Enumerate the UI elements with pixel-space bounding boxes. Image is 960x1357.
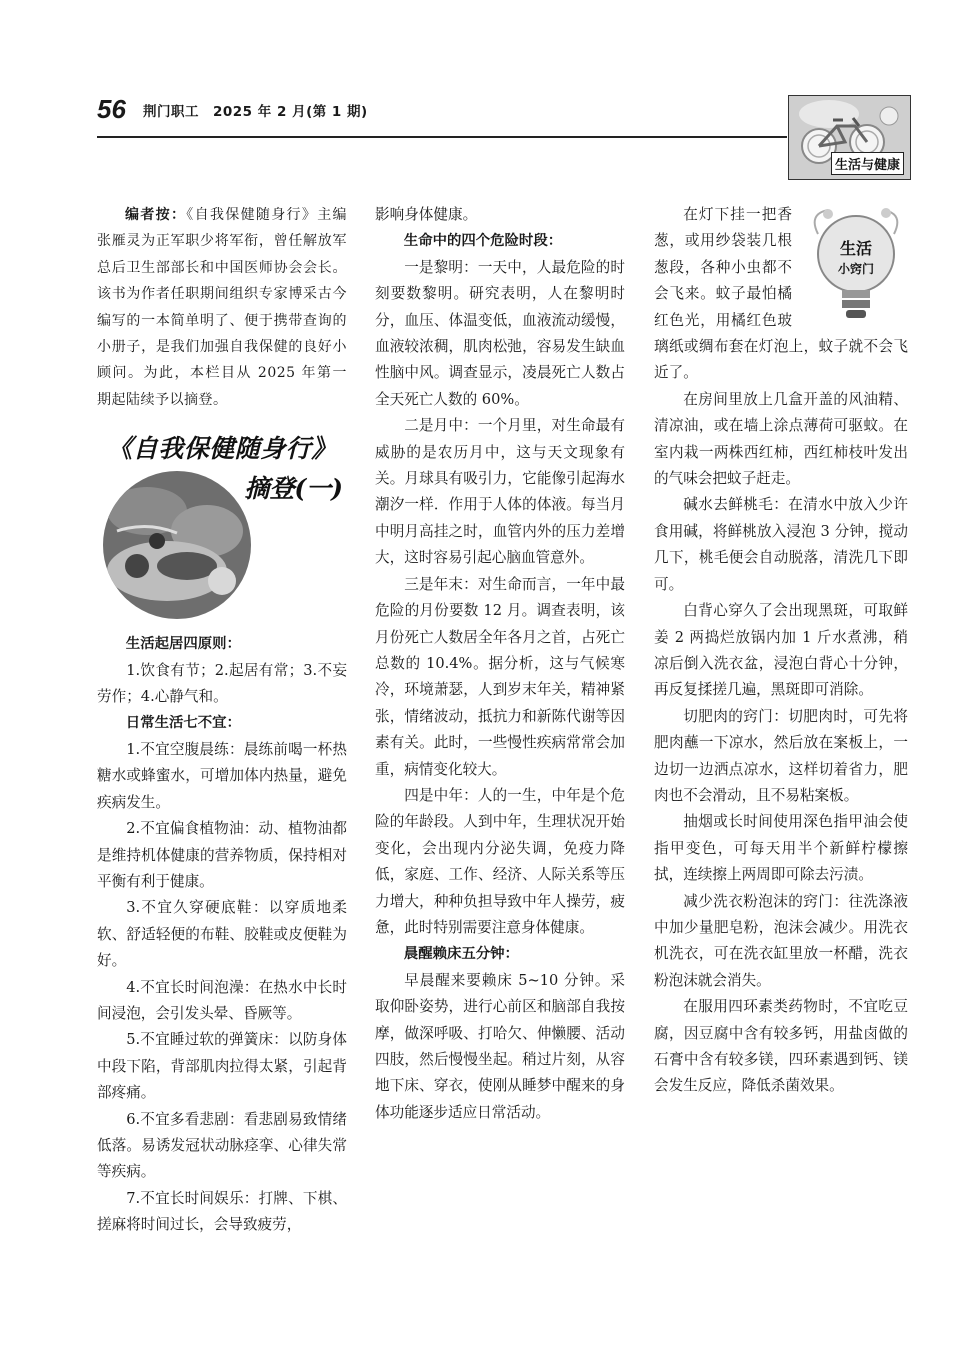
lightbulb-icon [798, 204, 914, 324]
paragraph: 1.饮食有节；2.起居有常；3.不妄劳作；4.心静气和。 [97, 661, 347, 706]
heading-four-principles: 生活起居四原则： [125, 636, 241, 653]
section-logo [788, 95, 911, 180]
column-3 [654, 202, 908, 1100]
paragraph: 一是黎明：一天中，人最危险的时刻要数黎明。研究表明，人在黎明时分，血压、体温变低，血液流动缓慢，血液较浓稠，肌肉松弛，容易发生缺血性脑中风。调查显示，凌晨死亡人数占全天死亡人数的 60%。 [375, 258, 625, 408]
editor-note: 编者按：《自我保健随身行》主编张雁灵为正军职少将军衔，曾任解放军总后卫生部部长和中国医师协会会长。该书为作者任职期间组织专家博采古今编写的一本简单明了、便于携带查询的小册子，是我们加强自我保健的良好小顾问。为此，本栏目从 2025 年第一期起陆续予以摘登。 [97, 207, 348, 408]
banner-subtitle: 摘登(一) [244, 474, 343, 504]
editor-label: 编者按： [125, 207, 187, 223]
magazine-issue: 荆门职工 2025 年 2 月(第 1 期) [143, 104, 368, 120]
paragraph: 三是年末：对生命而言，一年中最危险的月份要数 12 月。调查表明，该月份死亡人数居全年各月之首，占死亡总数的 10.4%。据分析，这与气候寒冷，环境萧瑟，人到岁末年关，精神紧张，情绪波动，抵抗力和新陈代谢等因素有关。此时，一些慢性疾病常常会加重，病情变化较大。 [375, 575, 625, 778]
column-2 [375, 202, 625, 1126]
paragraph: 在灯下挂一把香葱，或用纱袋装几根葱段，各种小虫都不会飞来。蚊子最怕橘红色光，用橘红色玻璃纸或绸布套在灯泡上，蚊子就不会飞近了。 [654, 206, 908, 382]
paragraph: 在房间里放上几盒开盖的风油精、清凉油，或在墙上涂点薄荷可驱蚊。在室内栽一两株西红柿，西红柿枝叶发出的气味会把蚊子赶走。 [654, 390, 908, 488]
column-1 [97, 202, 347, 1239]
page-header [97, 92, 787, 128]
list-item: 6.不宜多看悲剧：看悲剧易致情绪低落。易诱发冠状动脉痉挛、心律失常等疾病。 [97, 1110, 347, 1181]
list-item: 3.不宜久穿硬底鞋：以穿质地柔软、舒适轻便的布鞋、胶鞋或皮便鞋为好。 [97, 899, 347, 970]
paragraph: 抽烟或长时间使用深色指甲油会使指甲变色，可每天用半个新鲜柠檬擦拭，连续擦上两周即可除去污渍。 [654, 813, 908, 884]
paragraph: 碱水去鲜桃毛：在清水中放入少许食用碱，将鲜桃放入浸泡 3 分钟，搅动几下，桃毛便会自动脱落，清洗几下即可。 [654, 496, 908, 593]
list-item: 7.不宜长时间娱乐：打牌、下棋、搓麻将时间过长，会导致疲劳， [97, 1189, 347, 1234]
series-banner [97, 431, 347, 623]
paragraph: 早晨醒来要赖床 5~10 分钟。采取仰卧姿势，进行心前区和脑部自我按摩，做深呼吸、打哈欠、伸懒腰、活动四肢，然后慢慢坐起。稍过片刻，从容地下床、穿衣，使刚从睡梦中醒来的身体功能逐步适应日常活动。 [375, 971, 625, 1121]
list-item: 1.不宜空腹晨练：晨练前喝一杯热糖水或蜂蜜水，可增加体内热量，避免疾病发生。 [97, 740, 347, 811]
list-item: 4.不宜长时间泡澡：在热水中长时间浸泡，会引发头晕、昏厥等。 [97, 978, 347, 1022]
continued-text: 影响身体健康。 [375, 206, 478, 223]
paragraph: 减少洗衣粉泡沫的窍门：往洗涤液中加少量肥皂粉，泡沫会减少。用洗衣机洗衣，可在洗衣缸里放一杯醋，洗衣粉泡沫就会消失。 [654, 892, 908, 989]
paragraph: 在服用四环素类药物时，不宜吃豆腐，因豆腐中含有较多钙，用盐卤做的石膏中含有较多镁，四环素遇到钙、镁会发生反应，降低杀菌效果。 [654, 998, 908, 1095]
tip-badge-line1: 生活 [839, 239, 873, 258]
page-number: 56 [97, 94, 126, 124]
list-item: 2.不宜偏食植物油：动、植物油都是维持机体健康的营养物质，保持相对平衡有利于健康。 [97, 820, 347, 890]
paragraph: 四是中年：人的一生，中年是个危险的年龄段。人到中年，生理状况开始变化，会出现内分泌失调，免疫力降低，家庭、工作、经济、人际关系等压力增大，种种负担导致中年人操劳，疲惫，此时特别需要注意身体健康。 [375, 786, 625, 936]
paragraph: 白背心穿久了会出现黑斑，可取鲜姜 2 两捣烂放锅内加 1 斤水煮沸，稍凉后倒入洗衣盆，浸泡白背心十分钟，再反复揉搓几遍，黑斑即可消除。 [654, 602, 908, 699]
heading-danger-periods: 生命中的四个危险时段： [403, 233, 563, 250]
banner-title: 《自我保健随身行》 [107, 434, 337, 464]
tip-badge-line2: 小窍门 [837, 262, 875, 276]
food-photo [97, 471, 257, 621]
paragraph: 二是月中：一个月里，对生命最有威胁的是农历月中，这与天文现象有关。月球具有吸引力，它能像引起海水潮汐一样．作用于人体的体液。每当月中明月高挂之时，血管内外的压力差增大，这时容易引起心脑血管意外。 [375, 417, 625, 567]
header-rule [97, 136, 787, 138]
list-item: 5.不宜睡过软的弹簧床：以防身体中段下陷，背部肌肉拉得太紧，引起背部疼痛。 [97, 1031, 347, 1102]
life-tips-badge [798, 204, 914, 324]
section-label: 生活与健康 [831, 152, 904, 175]
heading-morning: 晨醒赖床五分钟： [403, 946, 519, 963]
paragraph: 切肥肉的窍门：切肥肉时，可先将肥肉蘸一下凉水，然后放在案板上，一边切一边洒点凉水，这样切着省力，肥肉也不会滑动，且不易粘案板。 [654, 707, 908, 804]
heading-seven-donts: 日常生活七不宜： [125, 715, 241, 732]
